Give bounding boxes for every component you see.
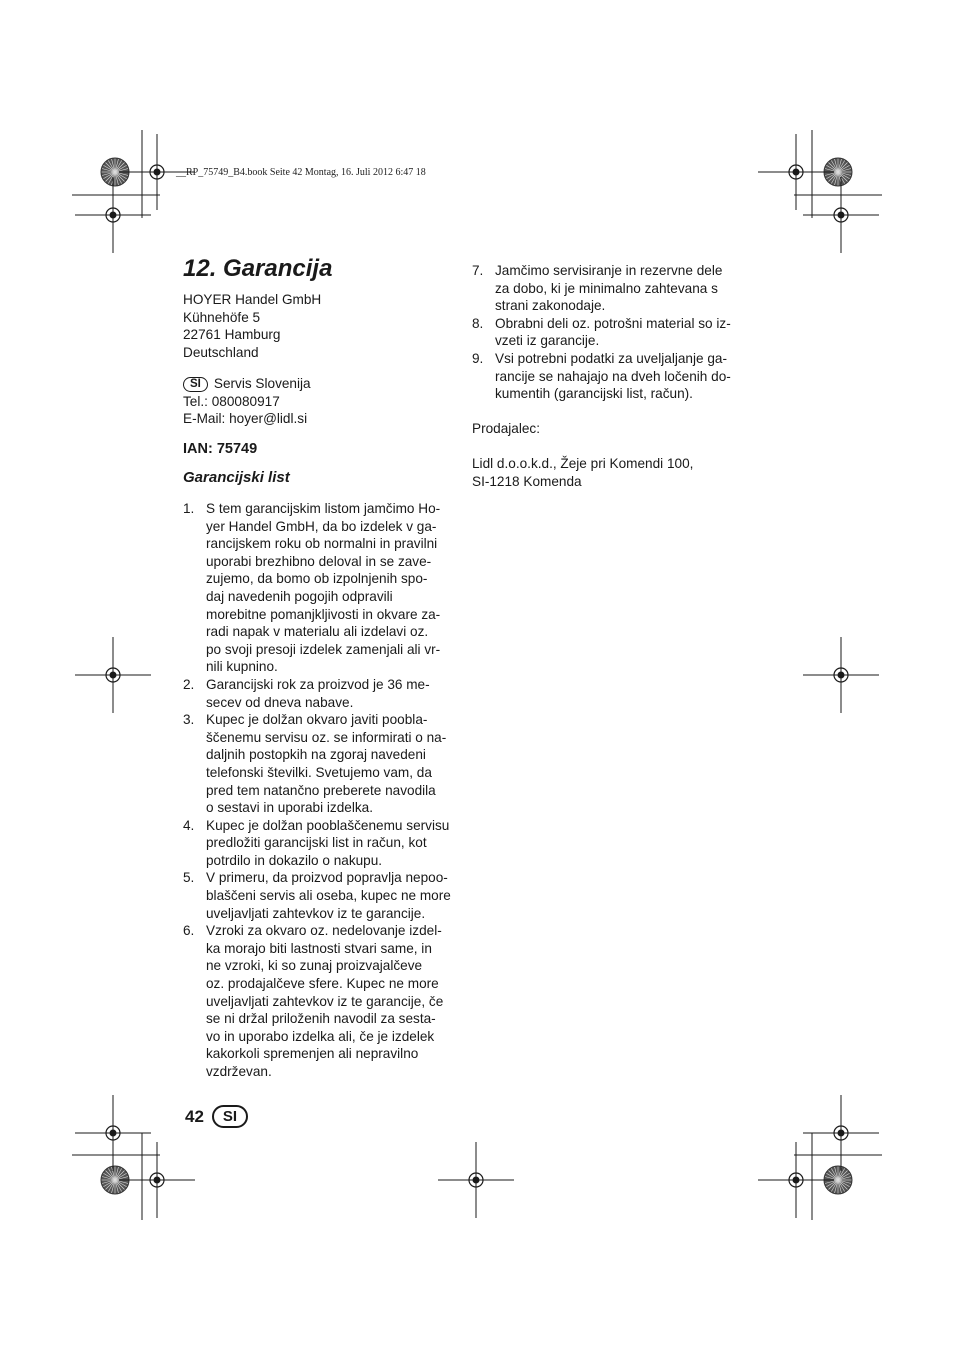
list-item-number: 2. <box>183 676 195 692</box>
footer-country-badge: SI <box>212 1105 248 1128</box>
seller-label: Prodajalec: <box>472 421 541 436</box>
list-item-number: 8. <box>472 315 484 331</box>
list-item <box>472 262 752 315</box>
list-item-number: 1. <box>183 501 195 516</box>
warranty-list-left <box>183 500 458 1081</box>
list-item-line: daljnih postopkih na zgoraj navedeni <box>206 747 426 763</box>
list-item-line: potrdilo in dokazilo o nakupu. <box>206 852 383 868</box>
list-item <box>183 676 458 711</box>
list-item-line: oz. prodajalčeve sfere. Kupec ne more <box>206 976 439 992</box>
list-item-line: vzdrževan. <box>206 1064 272 1079</box>
list-item-line: Kupec je dolžan okvaro javiti poobla- <box>206 712 428 728</box>
list-item-line: secev od dneva nabave. <box>206 694 354 710</box>
list-item-line: Garancijski rok za proizvod je 36 me- <box>206 676 430 692</box>
list-item-line: morebitne pomanjkljivosti in okvare za- <box>206 606 441 622</box>
list-item-line: radi napak v materialu ali izdelavi oz. <box>206 624 429 640</box>
list-item-line: ka morajo biti lastnosti stvari same, in <box>206 940 432 956</box>
registration-mark-dot <box>154 1177 161 1184</box>
registration-mark-dot <box>110 212 117 219</box>
list-item-line: nili kupnino. <box>206 659 278 675</box>
list-item-line: yer Handel GmbH, da bo izdelek v ga- <box>206 518 437 534</box>
list-item-line: vo in uporabo izdelka ali, če je izdelek <box>206 1028 435 1044</box>
seller-line: Lidl d.o.o.k.d., Žeje pri Komendi 100, <box>472 456 694 471</box>
service-name: Servis Slovenija <box>213 376 311 391</box>
list-item <box>183 869 458 922</box>
list-item <box>183 500 458 676</box>
list-item-line: Vzroki za okvaro oz. nedelovanje izdel- <box>206 923 442 939</box>
registration-mark-dot <box>110 672 117 679</box>
registration-mark-dot <box>110 1130 117 1137</box>
subheading: Garancijski list <box>183 469 290 486</box>
print-header: __RP_75749_B4.book Seite 42 Montag, 16. Juli 2012 6:47 18 <box>176 167 426 178</box>
list-item-number: 9. <box>472 350 484 366</box>
list-item <box>183 922 458 1080</box>
list-item-number: 4. <box>183 817 195 833</box>
list-item-line: Vsi potrebni podatki za uveljaljanje ga- <box>495 350 727 366</box>
address-line: Kühnehöfe 5 <box>183 309 261 325</box>
seller-address <box>472 455 693 490</box>
list-item-line: pred tem natančno preberete navodila <box>206 782 436 798</box>
page-footer <box>185 1105 248 1128</box>
address-line: 22761 Hamburg <box>183 327 281 343</box>
list-item-line: zujemo, da bomo ob izpolnjenih spo- <box>206 571 428 587</box>
list-item-line: predložiti garancijski list in račun, kot <box>206 835 427 851</box>
list-item-number: 6. <box>183 923 195 939</box>
list-item-number: 3. <box>183 712 195 728</box>
list-item-number: 7. <box>472 263 484 278</box>
list-item-line: uveljavljati zahtevkov iz te garancije, če <box>206 993 444 1009</box>
list-item-line: se ni držal priloženih navodil za sesta- <box>206 1011 436 1027</box>
list-item-line: V primeru, da proizvod popravlja nepoo- <box>206 870 448 886</box>
list-item-line: daj navedenih pogojih odpravili <box>206 588 393 604</box>
list-item-line: kakorkoli spremenjen ali nepravilno <box>206 1046 419 1062</box>
registration-mark-dot <box>473 1177 480 1184</box>
ian-number: IAN: 75749 <box>183 441 258 457</box>
warranty-list-right <box>472 262 752 403</box>
list-item <box>183 711 458 817</box>
list-item-line: uveljavljati zahtevkov iz te garancije. <box>206 905 426 921</box>
registration-mark-dot <box>838 1130 845 1137</box>
registration-mark-dot <box>838 212 845 219</box>
list-item-line: rancije se nahajajo na dveh ločenih do- <box>495 368 731 384</box>
list-item-line: Jamčimo servisiranje in rezervne dele <box>495 263 723 278</box>
list-item-line: o sestavi in uporabi izdelka. <box>206 800 373 816</box>
list-item-line: ščenemu servisu oz. se informirati o na- <box>206 729 447 745</box>
list-item-line: blaščeni servis ali oseba, kupec ne more <box>206 888 451 904</box>
list-item-line: Kupec je dolžan pooblaščenemu servisu <box>206 817 450 833</box>
list-item-line: strani zakonodaje. <box>495 298 606 314</box>
list-item-line: ne vzroki, ki so zunaj proizvajalčeve <box>206 958 423 974</box>
list-item-line: za dobo, ki je minimalno zahtevana s <box>495 280 718 296</box>
page-number: 42 <box>185 1106 204 1126</box>
list-item-number: 5. <box>183 870 195 886</box>
address-line: Deutschland <box>183 344 259 360</box>
service-phone: Tel.: 080080917 <box>183 393 280 409</box>
registration-mark-dot <box>793 169 800 176</box>
registration-mark-dot <box>793 1177 800 1184</box>
seller-line: SI-1218 Komenda <box>472 473 582 489</box>
country-badge: SI <box>183 377 208 392</box>
list-item-line: rancijskem roku ob normalni in pravilni <box>206 536 438 552</box>
service-email: E-Mail: hoyer@lidl.si <box>183 411 308 427</box>
page-title: 12. Garancija <box>183 255 333 282</box>
manufacturer-address <box>183 291 321 361</box>
address-line: HOYER Handel GmbH <box>183 292 322 307</box>
registration-mark-dot <box>154 169 161 176</box>
list-item-line: uporabi brezhibno deloval in se zave- <box>206 553 432 569</box>
registration-mark-dot <box>838 672 845 679</box>
list-item-line: vzeti iz garancije. <box>495 333 600 349</box>
list-item-line: kumentih (garancijski list, račun). <box>495 386 693 402</box>
list-item <box>183 817 458 870</box>
list-item-line: S tem garancijskim listom jamčimo Ho- <box>206 501 441 516</box>
list-item <box>472 350 752 403</box>
list-item-line: Obrabni deli oz. potrošni material so iz- <box>495 315 731 331</box>
service-contact <box>183 375 311 428</box>
list-item-line: po svoji presoji izdelek zamenjali ali vr- <box>206 641 441 657</box>
list-item <box>472 315 752 350</box>
list-item-line: telefonski številki. Svetujemo vam, da <box>206 764 432 780</box>
